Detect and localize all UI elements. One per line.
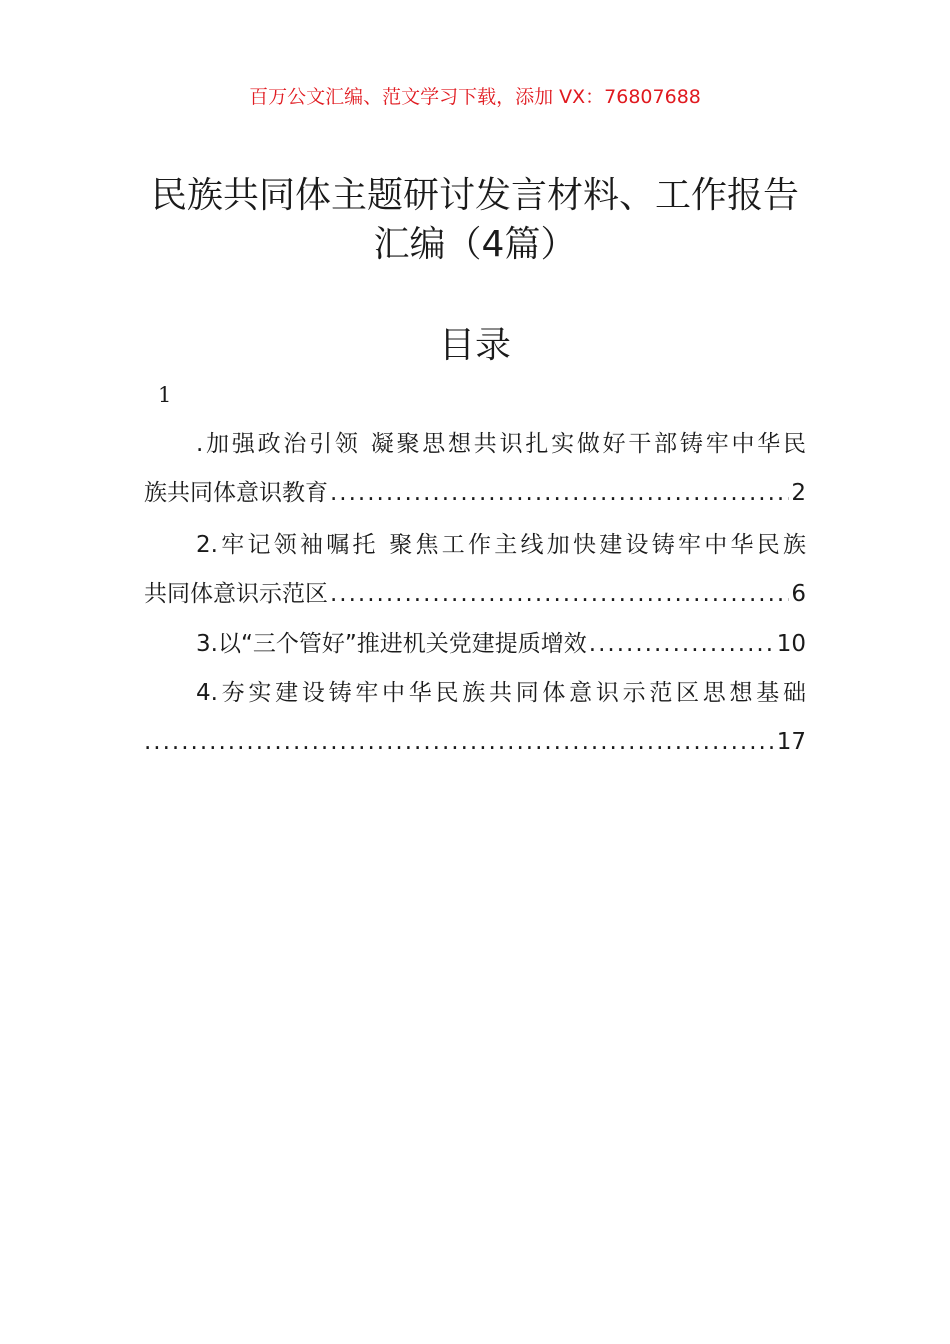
toc-entry-1-line-2[interactable] <box>144 473 806 513</box>
toc-stray-number: 1 <box>158 383 172 407</box>
toc-entry-text: 3.以“三个管好”推进机关党建提质增效 <box>196 631 587 657</box>
toc-entry-2-line-1[interactable] <box>196 525 806 565</box>
toc-page-number: 2 <box>791 480 806 506</box>
toc-page-number: 17 <box>776 729 806 755</box>
toc-page-number: 6 <box>791 581 806 607</box>
toc-dot-leader <box>144 722 775 762</box>
document-title-line-2: 汇编（4篇） <box>373 224 577 265</box>
toc-dot-leader <box>330 574 789 614</box>
toc-entry-text: 族共同体意识教育 <box>144 480 328 506</box>
toc-entry-text: 共同体意识示范区 <box>144 581 328 607</box>
toc-entry-1-line-1[interactable] <box>196 424 806 464</box>
toc-entry-text: .加强政治引领 凝聚思想共识扎实做好干部铸牢中华民 <box>196 431 806 457</box>
toc-entry-4-line-1[interactable] <box>196 673 806 713</box>
toc-entry-3[interactable] <box>196 624 806 664</box>
promo-banner: 百万公文汇编、范文学习下载，添加 VX：76807688 <box>249 86 701 108</box>
toc-entry-text: 4.夯实建设铸牢中华民族共同体意识示范区思想基础 <box>196 680 806 706</box>
toc-entry-2-line-2[interactable] <box>144 574 806 614</box>
toc-dot-leader <box>330 473 789 513</box>
toc-heading: 目录 <box>438 325 511 366</box>
toc-page-number: 10 <box>776 631 806 657</box>
toc-entry-4-line-2[interactable] <box>144 722 806 762</box>
toc-dot-leader <box>589 624 775 664</box>
toc-entry-text: 2.牢记领袖嘱托 聚焦工作主线加快建设铸牢中华民族 <box>196 532 806 558</box>
document-title-line-1: 民族共同体主题研讨发言材料、工作报告 <box>150 175 799 216</box>
